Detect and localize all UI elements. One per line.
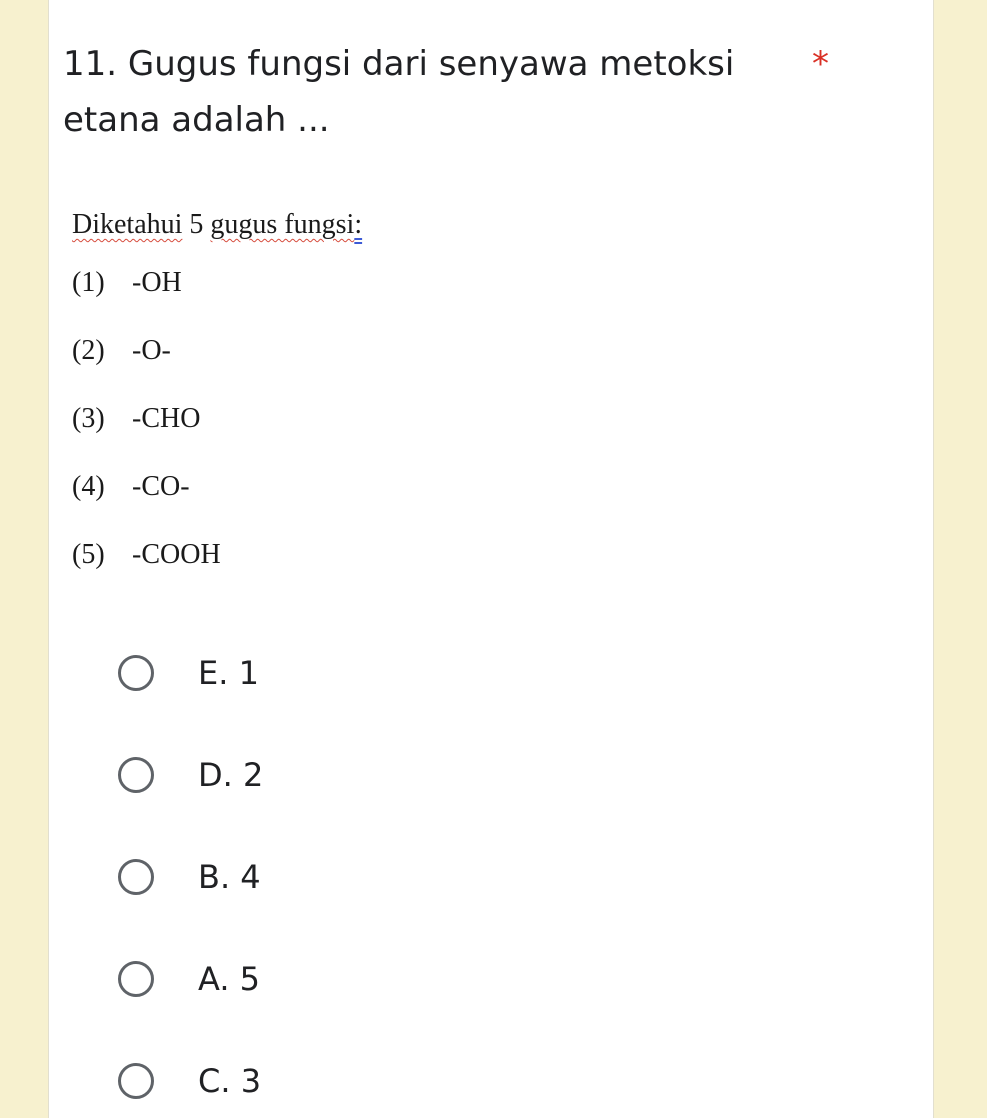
functional-group-formula: -CO- <box>132 471 190 502</box>
option-d[interactable] <box>62 724 263 826</box>
option-label: D. 2 <box>198 756 264 794</box>
functional-group-formula: -CHO <box>132 403 201 434</box>
intro-word-gugus-fungsi: gugus fungsi <box>210 209 355 240</box>
option-label: C. 3 <box>198 1062 262 1100</box>
intro-colon: : <box>354 209 363 240</box>
functional-group-item <box>72 331 572 399</box>
functional-group-number: (3) <box>72 403 105 434</box>
option-b[interactable] <box>62 826 263 928</box>
radio-button[interactable] <box>118 859 154 895</box>
question-image <box>72 205 572 603</box>
intro-word-count: 5 <box>189 209 204 240</box>
functional-group-item <box>72 263 572 331</box>
functional-group-formula: -COOH <box>132 539 221 570</box>
option-e[interactable] <box>62 622 263 724</box>
functional-group-item <box>72 467 572 535</box>
required-asterisk: * <box>812 44 829 84</box>
intro-word-diketahui: Diketahui <box>72 209 183 240</box>
functional-group-number: (1) <box>72 267 105 298</box>
radio-button[interactable] <box>118 961 154 997</box>
question-title: 11. Gugus fungsi dari senyawa metoksi etana adalah ... <box>63 44 735 140</box>
option-c[interactable] <box>62 1030 263 1118</box>
answer-options <box>62 622 263 1118</box>
radio-button[interactable] <box>118 1063 154 1099</box>
option-a[interactable] <box>62 928 263 1030</box>
functional-group-number: (5) <box>72 539 105 570</box>
functional-group-number: (4) <box>72 471 105 502</box>
functional-group-formula: -O- <box>132 335 171 366</box>
functional-group-item <box>72 399 572 467</box>
option-label: A. 5 <box>198 960 261 998</box>
functional-group-formula: -OH <box>132 267 182 298</box>
image-intro <box>72 205 572 263</box>
functional-group-number: (2) <box>72 335 105 366</box>
option-label: E. 1 <box>198 654 259 692</box>
radio-button[interactable] <box>118 757 154 793</box>
option-label: B. 4 <box>198 858 261 896</box>
radio-button[interactable] <box>118 655 154 691</box>
functional-group-item <box>72 535 572 603</box>
